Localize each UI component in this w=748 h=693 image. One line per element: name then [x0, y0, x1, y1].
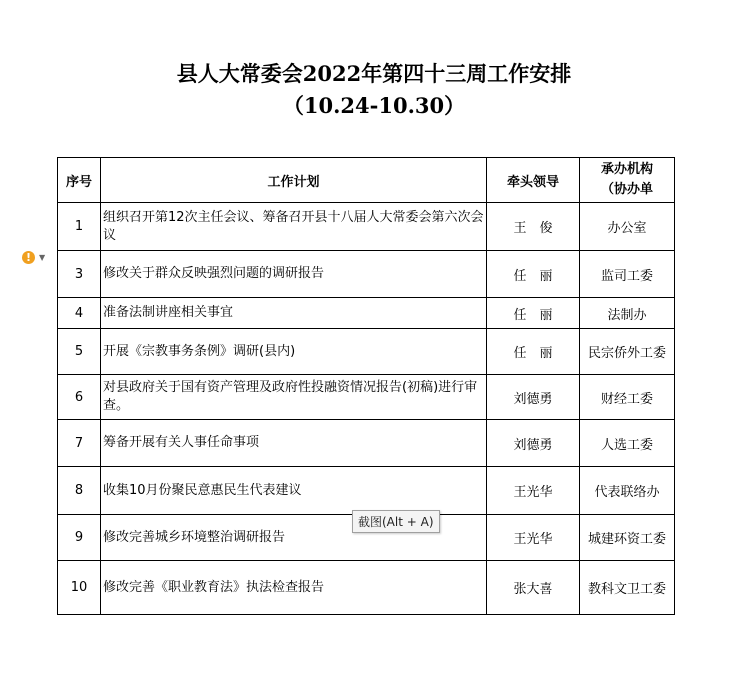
table-row — [58, 329, 675, 375]
table-row — [58, 467, 675, 515]
cell-org: 代表联络办 — [580, 467, 675, 515]
screenshot-tooltip: 截图(Alt + A) — [352, 510, 440, 533]
cell-org: 人选工委 — [580, 420, 675, 467]
table-row — [58, 251, 675, 298]
cell-leader: 刘德勇 — [487, 375, 580, 420]
warning-icon[interactable]: ! — [22, 251, 35, 264]
header-org — [580, 158, 675, 203]
cell-index: 1 — [58, 203, 101, 251]
chevron-down-icon[interactable]: ▼ — [39, 253, 46, 262]
cell-leader: 刘德勇 — [487, 420, 580, 467]
cell-leader: 王 俊 — [487, 203, 580, 251]
cell-org: 办公室 — [580, 203, 675, 251]
cell-leader: 任 丽 — [487, 298, 580, 329]
cell-index: 7 — [58, 420, 101, 467]
table-row — [58, 420, 675, 467]
cell-index: 6 — [58, 375, 101, 420]
cell-plan: 筹备开展有关人事任命事项 — [101, 420, 487, 467]
work-plan-table — [57, 157, 675, 615]
header-index: 序号 — [58, 158, 101, 203]
cell-org: 民宗侨外工委 — [580, 329, 675, 375]
cell-leader: 任 丽 — [487, 251, 580, 298]
header-org-line1: 承办机构 — [600, 162, 653, 177]
table-row — [58, 203, 675, 251]
cell-plan: 准备法制讲座相关事宜 — [101, 298, 487, 329]
table-header-row — [58, 158, 675, 203]
table-row — [58, 298, 675, 329]
header-org-line2: （协办单 — [600, 182, 653, 197]
cell-org: 监司工委 — [580, 251, 675, 298]
header-plan: 工作计划 — [101, 158, 487, 203]
cell-org: 教科文卫工委 — [580, 561, 675, 615]
cell-index: 5 — [58, 329, 101, 375]
cell-leader: 王光华 — [487, 515, 580, 561]
cell-index: 3 — [58, 251, 101, 298]
cell-plan: 修改关于群众反映强烈问题的调研报告 — [101, 251, 487, 298]
cell-plan: 修改完善城乡环境整治调研报告 — [101, 515, 487, 561]
cell-index: 4 — [58, 298, 101, 329]
cell-index: 8 — [58, 467, 101, 515]
table-row — [58, 375, 675, 420]
cell-plan: 收集10月份聚民意惠民生代表建议 — [101, 467, 487, 515]
cell-plan: 开展《宗教事务条例》调研(县内) — [101, 329, 487, 375]
cell-index: 9 — [58, 515, 101, 561]
cell-leader: 张大喜 — [487, 561, 580, 615]
cell-leader: 任 丽 — [487, 329, 580, 375]
cell-org: 财经工委 — [580, 375, 675, 420]
cell-org: 法制办 — [580, 298, 675, 329]
header-leader: 牵头领导 — [487, 158, 580, 203]
cell-index: 10 — [58, 561, 101, 615]
cell-plan: 对县政府关于国有资产管理及政府性投融资情况报告(初稿)进行审查。 — [101, 375, 487, 420]
document-date-range: （10.24-10.30） — [282, 93, 466, 118]
cell-plan: 组织召开第12次主任会议、筹备召开县十八届人大常委会第六次会议 — [101, 203, 487, 251]
cell-leader: 王光华 — [487, 467, 580, 515]
cell-org: 城建环资工委 — [580, 515, 675, 561]
document-title: 县人大常委会2022年第四十三周工作安排 — [176, 61, 572, 86]
table-row — [58, 561, 675, 615]
cell-plan: 修改完善《职业教育法》执法检查报告 — [101, 561, 487, 615]
